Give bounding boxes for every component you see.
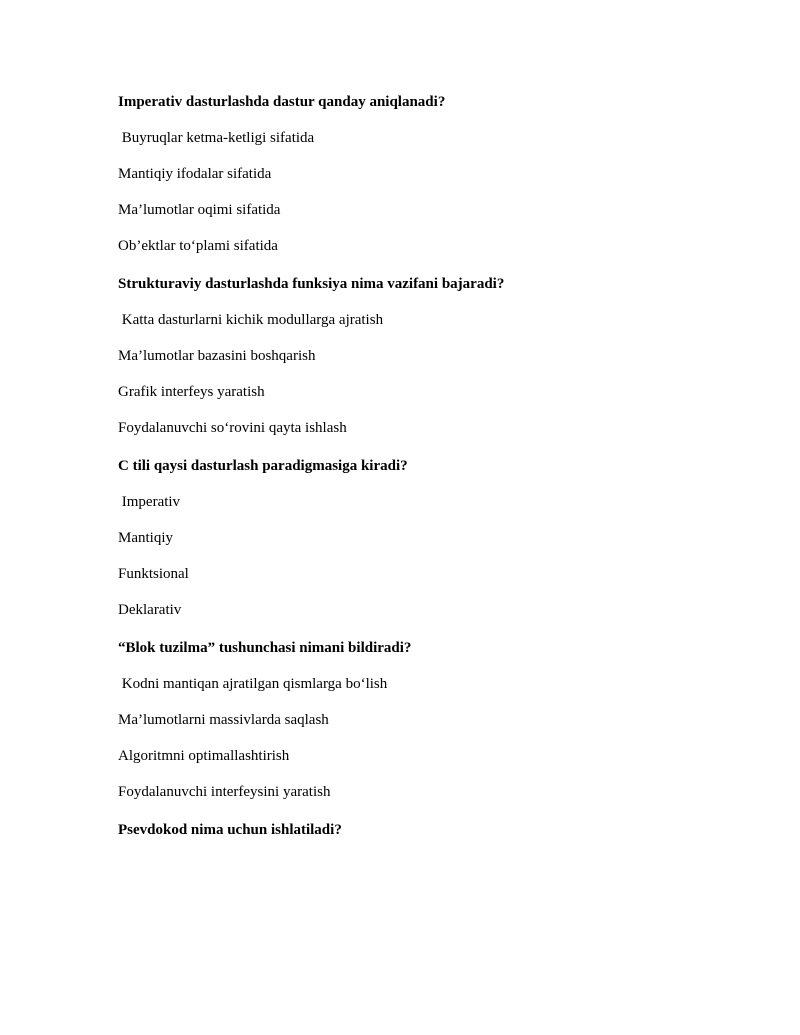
answer-option: Funktsional: [118, 566, 189, 582]
question-block-1: [118, 92, 758, 256]
answer-option: Katta dasturlarni kichik modullarga ajratish: [118, 312, 384, 328]
answer-option: Mantiqiy: [118, 530, 173, 546]
question-text: Psevdokod nima uchun ishlatiladi?: [118, 822, 342, 838]
answer-option: Foydalanuvchi interfeysini yaratish: [118, 784, 331, 800]
question-block-4: [118, 638, 758, 802]
answer-option: Mantiqiy ifodalar sifatida: [118, 166, 272, 182]
answer-option: Ob’ektlar to‘plami sifatida: [118, 238, 278, 254]
answer-option: Algoritmni optimallashtirish: [118, 748, 290, 764]
answer-option: Foydalanuvchi so‘rovini qayta ishlash: [118, 420, 347, 436]
question-block-3: [118, 456, 758, 620]
question-text: “Blok tuzilma” tushunchasi nimani bildiradi?: [118, 640, 412, 656]
answer-option: Buyruqlar ketma-ketligi sifatida: [118, 130, 315, 146]
answer-option: Ma’lumotlarni massivlarda saqlash: [118, 712, 329, 728]
answer-option: Grafik interfeys yaratish: [118, 384, 265, 400]
question-text: Imperativ dasturlashda dastur qanday aniqlanadi?: [118, 94, 446, 110]
answer-option: Kodni mantiqan ajratilgan qismlarga bo‘lish: [118, 676, 388, 692]
question-text: C tili qaysi dasturlash paradigmasiga kiradi?: [118, 458, 408, 474]
answer-option: Imperativ: [118, 494, 181, 510]
question-block-2: [118, 274, 758, 438]
question-text: Strukturaviy dasturlashda funksiya nima vazifani bajaradi?: [118, 276, 505, 292]
answer-option: Ma’lumotlar oqimi sifatida: [118, 202, 281, 218]
answer-option: Ma’lumotlar bazasini boshqarish: [118, 348, 316, 364]
answer-option: Deklarativ: [118, 602, 182, 618]
document-page: [118, 92, 758, 856]
question-block-5: [118, 820, 758, 840]
